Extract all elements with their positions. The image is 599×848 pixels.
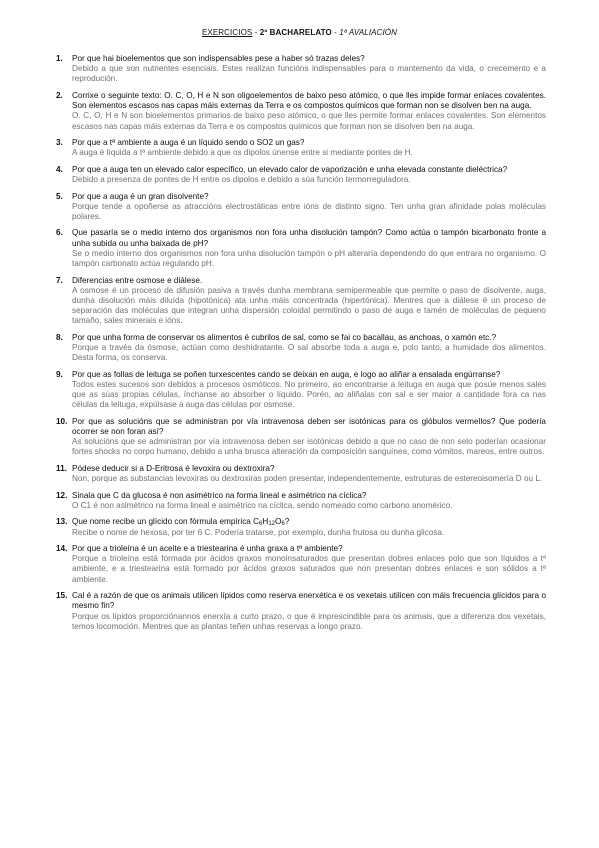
item-answer: Porque os lípidos proporciónannos enerxía a curto prazo, o que é imprescindible para os animais, que a diferenza dos vexetais, temos locomoción. Mentres que as plantas teñen unhas reservas a longo prazo. — [72, 611, 546, 631]
exercise-item — [56, 276, 546, 327]
exercise-item — [56, 54, 546, 84]
item-number: 12. — [56, 490, 68, 500]
item-answer: Recibe o nome de hexosa, por ter 6 C. Podería tratarse, por exemplo, dunha frutosa ou dunha glicosa. — [72, 527, 445, 537]
item-question: Cal é a razón de que os animais utilicen lípidos como reserva enerxética e os vexetais utilicen con máis frecuencia glícidos para o mesmo fin? — [72, 591, 546, 611]
item-question: Sinala que C da glucosa é non asimétrico na forma lineal e asimétrico na cíclica? — [72, 490, 367, 500]
exercise-item — [56, 517, 546, 537]
exercise-item — [56, 165, 546, 185]
exercise-list — [56, 54, 546, 638]
item-answer: O C1 é non asimétrico na forma lineal e asimétrico na cíclica, sendo nomeado como carbono anomérico. — [72, 500, 453, 510]
item-question: Pódese deducir si a D-Eritrosa é levoxira ou dextroxira? — [72, 463, 275, 473]
formula-subscript: 6 — [259, 521, 263, 528]
item-question: Diferencias entre osmose e diálese. — [72, 275, 203, 285]
item-answer: Debido a presenza de pontes de H entre os dipolos e debido a súa función termorreguladora. — [72, 175, 411, 185]
item-question: Por que a auga ten un elevado calor específico, un elevado calor de vaporización e unha elevada constante dieléctrica? — [72, 164, 508, 174]
item-answer: Debido a que son nutrientes esenciais. Estes realizan funcións indispensables para o mantemento da vida, o crecemento e a reprodución. — [72, 64, 546, 84]
item-question: Por que as solucións que se administran por vía intravenosa deben ser isotónicas para os glóbulos vermellos? Que podería ocorrer se non foran así? — [72, 416, 546, 436]
item-answer: Porque tende a opoñerse as atraccións electrostáticas entre ións de distinto signo. Ten unha gran afinidade polas moléculas polares. — [72, 201, 546, 221]
exercise-item — [56, 138, 546, 158]
item-number: 2. — [56, 90, 63, 100]
item-number: 10. — [56, 416, 68, 426]
item-number: 8. — [56, 332, 63, 342]
item-number: 1. — [56, 54, 63, 63]
item-number: 13. — [56, 517, 68, 527]
document-header — [0, 28, 599, 37]
formula-text: ? — [284, 517, 290, 527]
item-answer: Non, porque as substancias levoxiras ou dextroxiras poden presentar, independentemente, estruturas de estereoisomería D ou L. — [72, 474, 543, 484]
item-number: 4. — [56, 164, 63, 174]
exercise-item — [56, 370, 546, 411]
item-question: Corrixe o seguinte texto: O. C, O, H e N son oligoelementos de baixo peso atómico, o que lles impide formar enlaces covalentes. Son elementos escasos nas capas máis externas da Terra e os compostos químicos que forman non se disolven ben na auga. — [72, 90, 546, 111]
item-question: Que pasaría se o medio interno dos organismos non fora unha disolución tampón? Como actúa o tampón bicarbonato fronte a unha subida ou unha baixada de pH? — [72, 228, 546, 248]
item-question — [72, 517, 546, 527]
item-question: Por que a trioleína é un aceite e a triestearina é unha graxa a tª ambiente? — [72, 544, 343, 554]
item-answer: As solucións que se administran por vía intravenosa deben ser isotónicas debido a que no caso de non selo poderían ocasionar fortes shocks no corpo humano, debido a unha brusca alteración da composición sanguínea, como vómitos, mareos, entre outros. — [72, 437, 546, 457]
formula-subscript: 12 — [268, 521, 275, 528]
item-question: Por que unha forma de conservar os alimentos é cubrilos de sal, como se fai co bacallau, as anchoas, o xamón etc.? — [72, 332, 497, 342]
formula-subscript: 6 — [281, 521, 285, 528]
item-number: 15. — [56, 591, 68, 601]
header-evaluation: 1ª AVALIACIÓN — [339, 28, 397, 37]
item-answer: Porque a trioleína está formada por ácidos graxos monoinsaturados que presentan dobres enlaces polo que son líquidos a tª ambiente, e a triestearina está formado por ácidos graxos saturados que non presentan dobres enlaces e son sólidos a tª ambiente. — [72, 554, 546, 584]
item-answer: Se o medio interno dos organismos non fora unha disolución tampón o pH alteraría dependendo do que entrara no organismo. O tampón carbonato actúa regulando pH. — [72, 249, 546, 269]
item-question: Por que a tª ambiente a auga é un líquido sendo o SO2 un gas? — [72, 138, 305, 148]
item-answer: A auga é líquida a tª ambiente debido a que os dipolos únense entre si mediante pontes de H. — [72, 148, 413, 158]
exercise-item — [56, 91, 546, 132]
item-answer: Porque a través da ósmose, actúan como deshidratante. O sal absorbe toda a auga e, polo tanto, a humidade dos alimentos. Desta forma, os conserva. — [72, 343, 546, 363]
item-number: 9. — [56, 369, 63, 379]
formula-element: H — [262, 517, 269, 527]
item-question: Por que as follas de leituga se poñen turxescentes cando se deixan en auga, e logo ao aliñar a ensalada engúrranse? — [72, 369, 501, 379]
item-answer: Todos estes sucesos son debidos a procesos osmóticos. No primeiro, ao encontrarse a leituga en auga que posúe menos sales que as súas propias células, ínchanse ao absorber o líquido. Porén, ao aliñalas con sal e ser maior a cantidade fora ca nas células da leituga, expúlsase a auga das células por osmose. — [72, 379, 546, 410]
item-number: 11. — [56, 463, 67, 473]
header-separator: - — [252, 28, 260, 37]
item-question: Por que a auga é un gran disolvente? — [72, 191, 209, 201]
item-number: 6. — [56, 228, 63, 238]
exercise-item — [56, 228, 546, 269]
item-number: 7. — [56, 275, 63, 285]
formula-text: Que nome recibe un glícido con fórmula empírica C — [72, 517, 260, 527]
item-number: 5. — [56, 191, 63, 201]
item-question: Por que hai bioelementos que son indispensables pese a haber só trazas deles? — [72, 54, 365, 63]
exercise-item — [56, 464, 546, 484]
header-exercicios: EXERCICIOS — [202, 28, 253, 37]
exercise-item — [56, 544, 546, 585]
header-separator: - — [331, 28, 340, 37]
item-answer: O. C, O, H e N son bioelementos primarios de baixo peso atómico, o que lles permite formar enlaces covalentes. Son elementos escasos nas capas máis externas da Terra e os compostos químicos que forman non se disolven ben na auga. — [72, 111, 546, 131]
exercise-item — [56, 417, 546, 458]
item-answer: A osmose é un proceso de difusión pasiva a través dunha membrana semipermeable que permite o paso de disolvente, auga, dunha disolución máis diluída (hipotónica) ata unha máis concentrada (hipertónica). Mentres que a diálese é un proceso de separación das moléculas que integran unha dispersión coloidal permitindo o paso de auga e tamén de moléculas de pequeno tamaño, sales minerais e ións. — [72, 285, 546, 326]
exercise-item — [56, 192, 546, 222]
item-number: 14. — [56, 544, 68, 554]
exercise-item — [56, 333, 546, 363]
exercise-item — [56, 591, 546, 632]
formula-element: O — [275, 517, 282, 527]
header-course: 2º BACHARELATO — [259, 28, 332, 37]
item-number: 3. — [56, 138, 63, 148]
exercise-item — [56, 491, 546, 511]
